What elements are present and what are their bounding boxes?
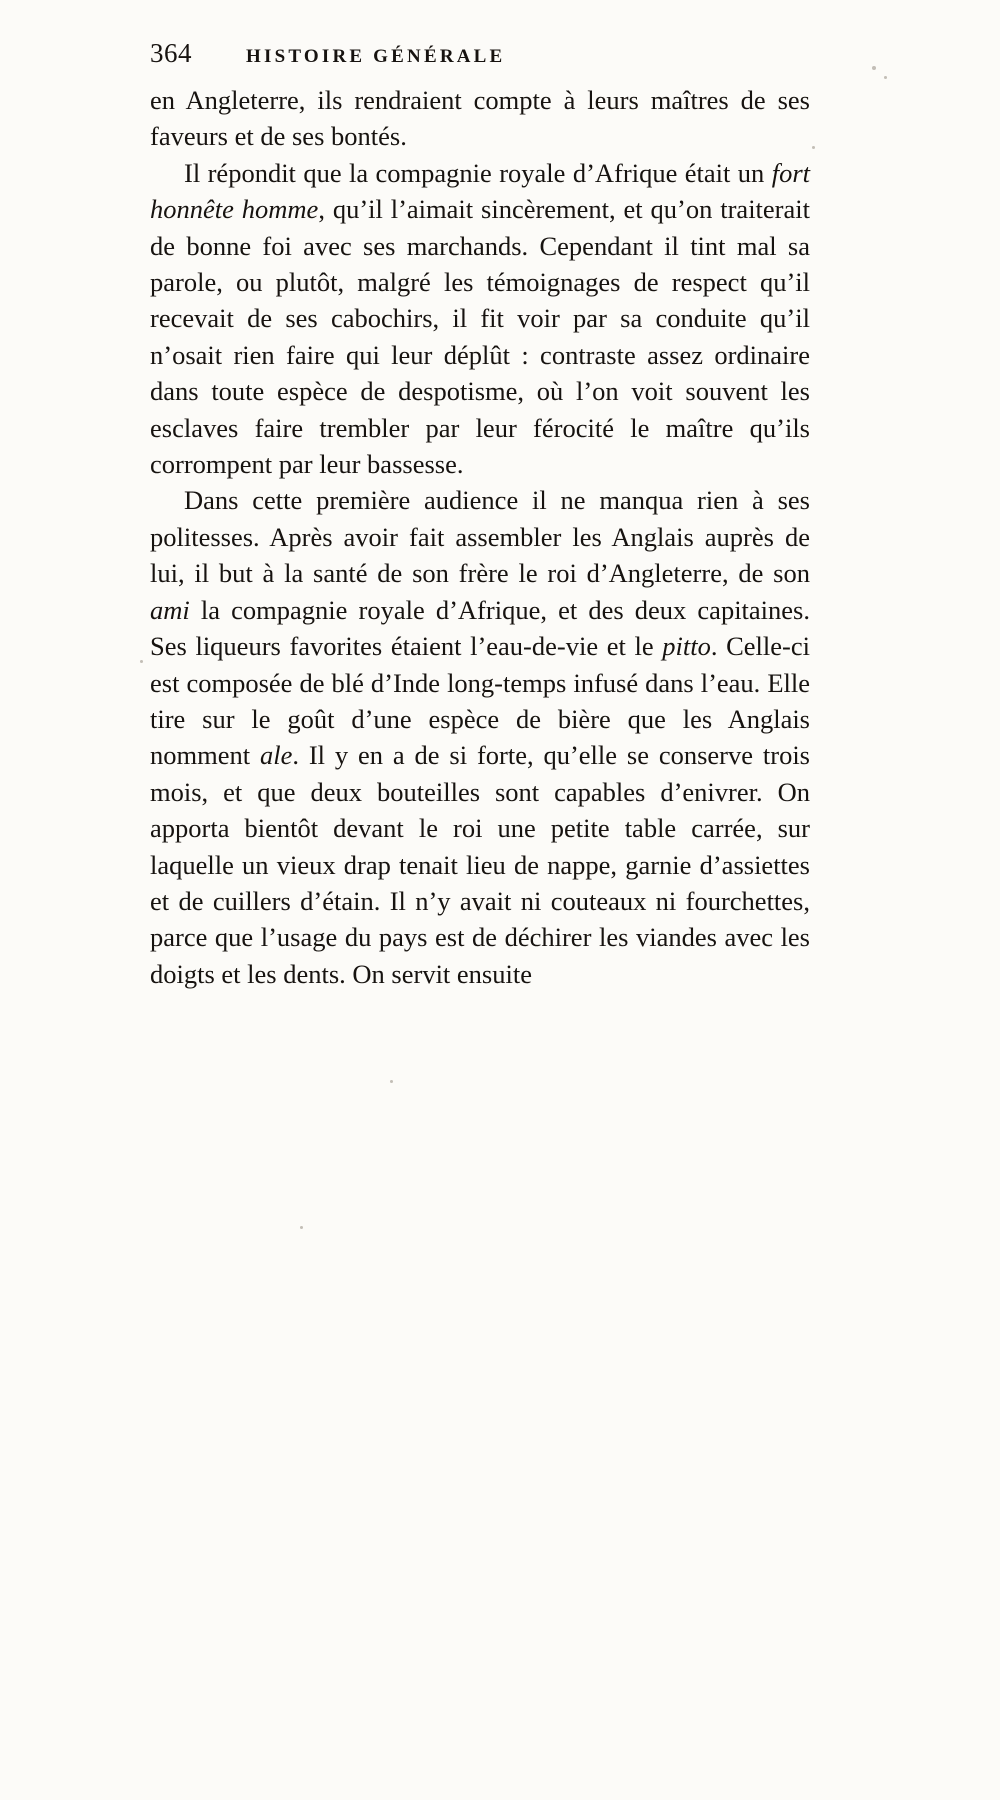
text-run: en Angleterre, ils rendraient compte à leurs maîtres de ses faveurs et de ses bontés. [150, 85, 810, 152]
page-number: 364 [150, 38, 192, 68]
body-text [150, 82, 810, 992]
page-speck [300, 1226, 303, 1229]
paragraph [150, 82, 810, 155]
text-run: . Il y en a de si forte, qu’elle se conserve trois mois, et que deux bouteilles sont capables d’enivrer. On apporta bientôt devant le roi une petite table carrée, sur laquelle un vieux drap tenait lieu de nappe, garnie d’assiettes et de cuillers d’étain. Il n’y avait ni couteaux ni fourchettes, parce que l’usage du pays est de déchirer les viandes avec les doigts et les dents. On servit ensuite [150, 740, 810, 989]
running-title: HISTOIRE GÉNÉRALE [246, 46, 506, 67]
running-head [150, 38, 810, 72]
paragraph [150, 155, 810, 483]
text-run: Dans cette première audience il ne manqua rien à ses politesses. Après avoir fait assembler les Anglais auprès de lui, il but à la santé de son frère le roi d’Angleterre, de son [150, 485, 810, 589]
text-run: la compagnie royale d’Afrique, et des deux capitaines. Ses liqueurs favorites étaient l’eau-de-vie et le [150, 594, 810, 662]
page-speck [140, 660, 143, 663]
italic-run: pitto [662, 631, 711, 662]
paragraph [150, 482, 810, 992]
text-run: , qu’il l’aimait sincèrement, et qu’on traiterait de bonne foi avec ses marchands. Cependant il tint mal sa parole, ou plutôt, malgré les témoignages de respect qu’il recevait de ses cabochirs, il fit voir par sa conduite qu’il n’osait rien faire qui leur déplût : contraste assez ordinaire dans toute espèce de despotisme, où l’on voit souvent les esclaves faire trembler par leur férocité le maître qu’ils corrompent par leur bassesse. [150, 194, 810, 480]
text-run: . Celle-ci est composée de blé d’Inde long-temps infusé dans l’eau. Elle tire sur le goût d’une espèce de bière que les Anglais nomment [150, 631, 810, 771]
page-speck [812, 146, 815, 149]
italic-run: ami [150, 594, 190, 625]
page-speck [884, 76, 887, 79]
text-run: Il répondit que la compagnie royale d’Afrique était un [184, 157, 772, 188]
page-speck [872, 66, 876, 70]
italic-run: ale [259, 740, 293, 771]
page-speck [390, 1080, 393, 1083]
italic-run: fort honnête homme [150, 157, 810, 225]
